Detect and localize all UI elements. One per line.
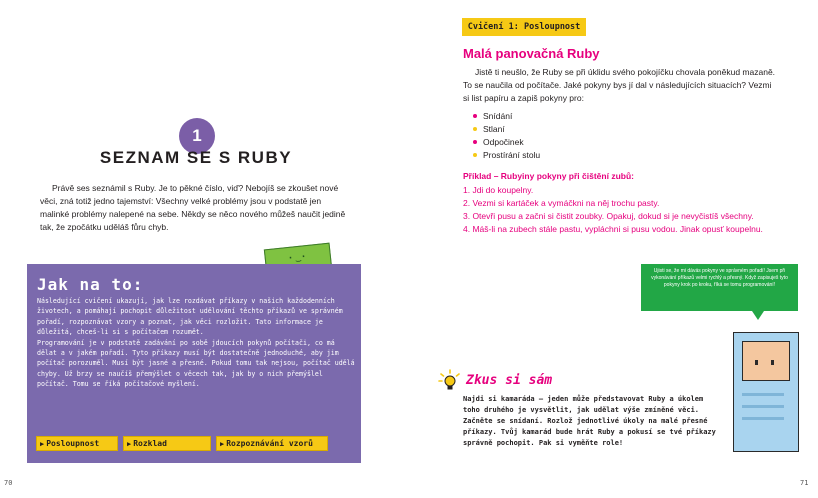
page-number-left: 70 [4,479,13,487]
concept-sequence-button[interactable] [36,436,118,451]
robot-eye [755,360,758,365]
howto-paragraph: Programování je v podstatě zadávání po sobě jdoucích pokynů počítači, co má dělat a v jakém pořadí. Tyto příkazy musí být dostatečně jednoduché, aby jim počítač porozuměl. Musí být jasné a přesné. Pokud tomu tak nejsou, počítač udělá chyby. Už brzy se naučíš přemýšlet o věcech tak, jak by o nich přemýšlel počítač. Tomu se říká počítačové myšlení. [37,338,355,389]
list-item: 4. Máš-li na zubech stále pastu, vypláchni si pusu vodou. Jinak opusť koupelnu. [463,224,763,234]
arrow-right-icon: ▶ [40,439,45,448]
lightbulb-icon [438,369,462,393]
example-title: Příklad – Rubyiny pokyny při čištění zubů: [463,171,634,181]
page-number-right: 71 [800,479,809,487]
bullet-dot-icon [473,127,477,131]
concept-pattern-button[interactable] [216,436,328,451]
concept-label: Rozpoznávání vzorů [226,439,313,448]
list-item: 2. Vezmi si kartáček a vymáčkni na něj trochu pasty. [463,198,660,208]
bullet-dot-icon [473,114,477,118]
bullet-dot-icon [473,153,477,157]
robot-detail [742,405,784,408]
exercise-label: Cvičení 1: Posloupnost [462,18,586,36]
exercise-title: Malá panovačná Ruby [463,46,600,61]
concept-label: Rozklad [133,439,167,448]
howto-body [37,296,355,390]
tryit-paragraph [463,394,721,449]
example-steps [463,184,763,236]
robot-detail [742,417,784,420]
list-item: 3. Otevři pusu a začni si čistit zoubky. Opakuj, dokud si je nevyčistíš všechny. [463,211,754,221]
robot-detail [742,393,784,396]
arrow-right-icon: ▶ [127,439,132,448]
tryit-title: Zkus si sám [466,373,553,388]
exercise-paragraph [463,66,779,105]
howto-paragraph: Následující cvičení ukazují, jak lze rozdávat příkazy v našich každodenních životech, a pomáhají pochopit důležitost udělování těchto příkazů ve správném pořadí, rozpoznávat vzory a poznat, jak věci rozložit. Tato informace je důležitá, chceš-li si s počítačem rozumět. [37,297,343,337]
concept-decomposition-button[interactable] [123,436,211,451]
howto-title: Jak na to: [37,275,144,294]
concept-label: Posloupnost [46,439,100,448]
list-item: Odpočinek [473,136,540,149]
list-item: Stlaní [473,123,540,136]
chapter-number-badge: 1 [179,118,215,154]
chapter-title: SEZNAM SE S RUBY [99,148,293,167]
robot-screen [742,341,790,381]
intro-paragraph [40,182,350,234]
speech-bubble-tail [752,311,764,320]
list-item: Snídání [473,110,540,123]
bullet-dot-icon [473,140,477,144]
intro-text: Právě ses seznámil s Ruby. Je to pěkné číslo, viď? Nebojíš se zkoušet nové věci, zná totiž jedno tajemství: Všechny velké problémy jsou v podstatě jen malinké problémy nalepené na sebe. Někdy se něco nového můžeš naučit jedině tak, že zpočátku uděláš fůru chyb. [40,183,346,232]
chip-face: · ͜ · [287,252,307,265]
howto-panel [27,264,361,463]
tryit-text: Najdi si kamaráda – jeden může představovat Ruby a úkolem toho druhého je vysvětlit, jak udělat výše zmíněné věci. Začněte se snídaní. Rozlož jednotlivé úkoly na malé přesné příkazy. Tvůj kamarád bude hrát Ruby a pokusí se tvé příkazy správně pochopit. Pak si vyměňte role! [463,395,716,447]
list-item: 1. Jdi do koupelny. [463,185,534,195]
list-item: Prostírání stolu [473,149,540,162]
robot-eye [771,360,774,365]
arrow-right-icon: ▶ [220,439,225,448]
speech-bubble: Ujisti se, že mi dávás pokyny ve správném pořadí! Jsem při vykonávání příkazů velmi rychlý a přesný. Když zapisuješ tyto pokyny krok po kroku, říká se tomu programování! [641,264,798,311]
exercise-text: Jistě ti neušlo, že Ruby se při úklidu svého pokojíčku chovala poněkud mazaně. To se naučila od počítače. Jaké pokyny bys jí dal v následujících situacích? Vezmi si list papíru a zapiš pokyny pro: [463,67,776,103]
task-list [473,110,540,162]
robot-illustration [733,332,799,452]
